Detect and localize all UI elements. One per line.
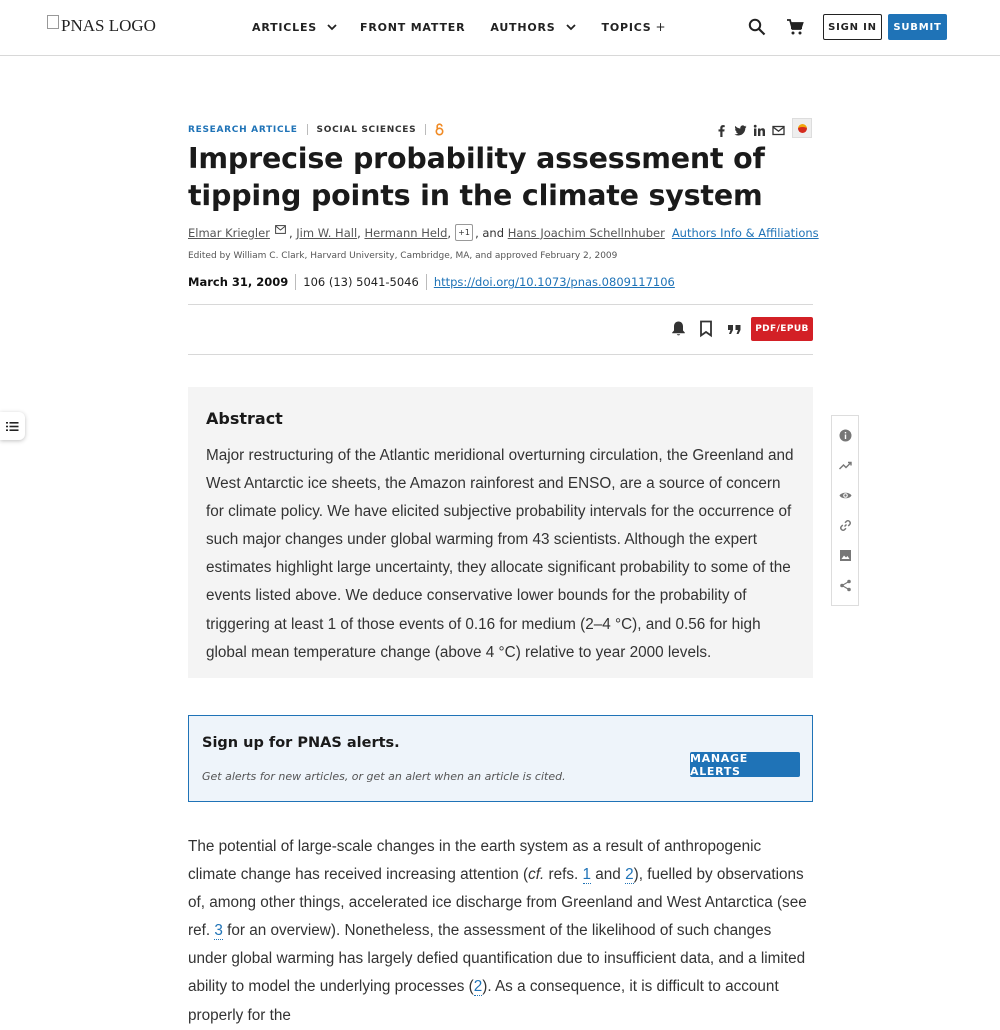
reference-link[interactable]: 3 <box>214 922 223 940</box>
reference-link[interactable]: 2 <box>625 866 634 884</box>
nav-articles-label: ARTICLES <box>252 20 318 34</box>
publication-date: March 31, 2009 <box>188 275 289 289</box>
body-text-italic: cf. <box>528 866 545 884</box>
abstract-section <box>188 387 813 678</box>
info-icon <box>839 429 852 442</box>
article-title: Imprecise probability assessment of tipping points in the climate system <box>188 142 765 212</box>
search-icon[interactable] <box>748 18 766 36</box>
open-access-icon <box>435 123 444 136</box>
body-text-segment: refs. <box>544 866 583 884</box>
divider <box>188 304 813 305</box>
abstract-text: Major restructuring of the Atlantic meridional overturning circulation, the Greenland and West Antarctic ice sheets, the Amazon rainforest and ENSO, are a source of concern for climate policy. We have elicited subjective probability intervals for the occurrence of such major changes under global warming from 43 scientists. Although the expert estimates highlight large uncertainty, they allocate significant probability to some of the events listed above. We deduce conservative lower bounds for the probability of triggering at least 1 of those events of 0.16 for medium (2–4 °C), and 0.56 for high global mean temperature change (above 4 °C) relative to year 2000 levels. <box>206 447 794 661</box>
author-link[interactable]: Jim W. Hall <box>296 225 358 240</box>
trending-up-icon <box>839 459 852 472</box>
author-link[interactable]: Hermann Held <box>364 225 448 240</box>
side-toolbar <box>831 415 859 606</box>
pdf-epub-button[interactable]: PDF/EPUB <box>751 317 813 341</box>
envelope-icon[interactable] <box>275 225 286 234</box>
body-text-segment: The potential of large-scale changes in the earth system as a result of anthropogenic climate change has received increasing attention ( <box>188 838 762 884</box>
list-icon <box>6 421 19 432</box>
share-icons <box>715 120 812 140</box>
linkedin-icon[interactable] <box>753 124 766 137</box>
author-separator: , <box>357 225 361 240</box>
crossmark-badge[interactable] <box>792 118 812 138</box>
author-list <box>188 224 819 241</box>
figures-button[interactable] <box>838 549 852 563</box>
sign-in-button[interactable]: SIGN IN <box>823 14 882 40</box>
plus-icon: + <box>655 20 667 34</box>
nav-front-matter-label: FRONT MATTER <box>360 20 466 34</box>
alerts-subtext: Get alerts for new articles, or get an alert when an article is cited. <box>202 770 566 783</box>
share-button[interactable] <box>838 579 852 593</box>
author-link[interactable]: Elmar Kriegler <box>188 225 270 240</box>
nav-authors[interactable] <box>490 21 576 34</box>
crossmark-icon <box>798 124 807 133</box>
alerts-signup <box>188 715 813 802</box>
publication-info <box>188 274 675 290</box>
pnas-logo[interactable] <box>47 16 156 36</box>
nav-front-matter[interactable] <box>360 21 465 34</box>
divider <box>426 274 427 290</box>
manage-alerts-button[interactable]: MANAGE ALERTS <box>690 752 800 777</box>
doi-link[interactable]: https://doi.org/10.1073/pnas.0809117106 <box>433 275 675 289</box>
quote-icon[interactable] <box>727 320 742 337</box>
submit-button[interactable]: SUBMIT <box>888 14 947 40</box>
alerts-heading: Sign up for PNAS alerts. <box>202 735 400 751</box>
author-link[interactable]: Hans Joachim Schellnhuber <box>507 225 665 240</box>
bookmark-icon[interactable] <box>699 320 713 337</box>
body-paragraph <box>188 833 813 1030</box>
cart-icon[interactable] <box>786 18 804 36</box>
divider <box>188 354 813 355</box>
main-nav <box>252 20 666 34</box>
broken-image-icon <box>47 15 59 29</box>
twitter-icon[interactable] <box>734 124 747 137</box>
view-button[interactable] <box>838 488 852 502</box>
bell-icon[interactable] <box>670 320 687 337</box>
tag-research-article[interactable]: RESEARCH ARTICLE <box>188 124 298 135</box>
facebook-icon[interactable] <box>715 124 728 137</box>
article-tags <box>188 123 444 136</box>
more-authors-button[interactable]: +1 <box>455 224 473 241</box>
body-text-segment: and <box>591 866 626 884</box>
author-and: , and <box>475 225 505 240</box>
divider <box>307 124 308 135</box>
author-separator: , <box>288 225 293 240</box>
logo-alt-text: PNAS LOGO <box>61 16 156 35</box>
nav-topics[interactable] <box>602 20 667 34</box>
nav-articles[interactable] <box>252 21 338 34</box>
body-text-segment: for an overview). Nonetheless, the assessment of the likelihood of such changes under global warming has largely defied quantification due to insufficient data, and a limited ability to model the underlying processes ( <box>188 922 806 996</box>
chevron-down-icon <box>326 21 338 33</box>
eye-icon <box>839 489 852 502</box>
metrics-button[interactable] <box>838 458 852 472</box>
link-button[interactable] <box>838 519 852 533</box>
reference-link[interactable]: 2 <box>473 978 483 996</box>
body-text-segment: ). As a consequence, it is difficult to account properly for the <box>188 978 779 1024</box>
tag-subject[interactable]: SOCIAL SCIENCES <box>316 124 417 135</box>
author-separator: , <box>447 225 452 240</box>
divider <box>425 124 426 135</box>
table-of-contents-toggle[interactable] <box>0 412 25 440</box>
info-button[interactable] <box>838 428 852 442</box>
link-icon <box>839 519 852 532</box>
site-header <box>0 0 1000 56</box>
divider <box>295 274 296 290</box>
chevron-down-icon <box>565 21 577 33</box>
share-icon <box>839 579 852 592</box>
edited-by: Edited by William C. Clark, Harvard University, Cambridge, MA, and approved February 2, 2009 <box>188 251 618 261</box>
abstract-heading: Abstract <box>206 409 283 428</box>
email-icon[interactable] <box>772 124 785 137</box>
reference-link[interactable]: 1 <box>582 866 592 884</box>
authors-info-affiliations-link[interactable]: Authors Info & Affiliations <box>671 225 819 240</box>
volume-issue-pages: 106 (13) 5041-5046 <box>303 275 419 289</box>
body-text-segment: ), fuelled by observations of, among other things, accelerated ice discharge from Greenland and West Antarctica (see ref. <box>188 866 807 940</box>
nav-topics-label: TOPICS <box>601 20 652 34</box>
nav-authors-label: AUTHORS <box>490 20 556 34</box>
image-icon <box>839 549 852 562</box>
